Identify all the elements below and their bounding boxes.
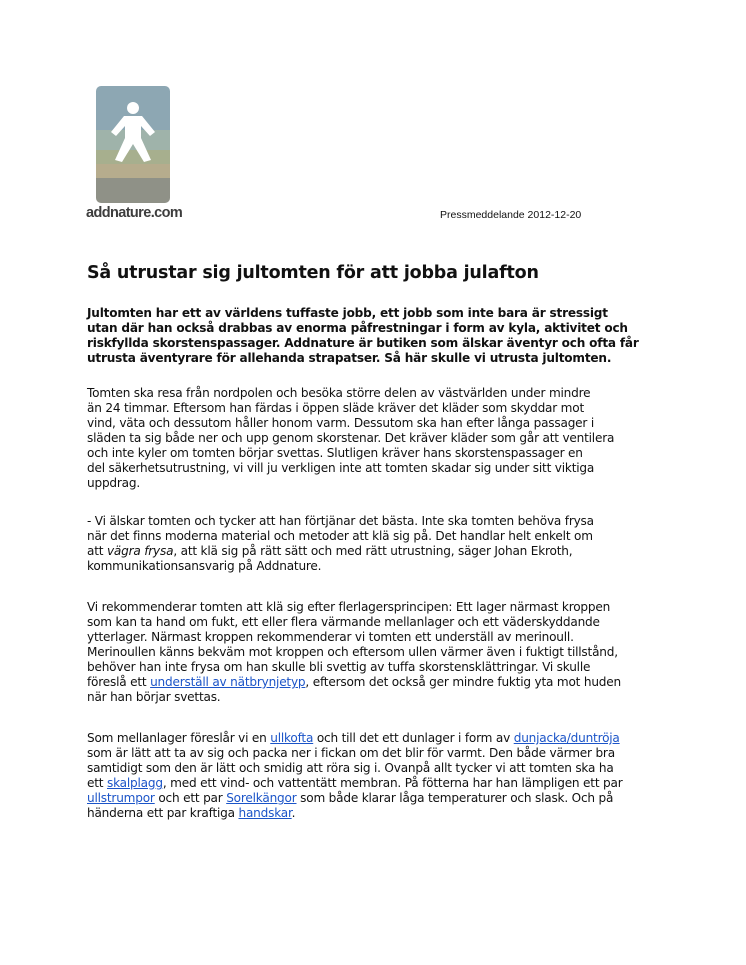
addnature-logo [96,86,170,203]
text-run: att [87,544,107,558]
lead-line: riskfyllda skorstenspassager. Addnature är butiken som älskar äventyr och ofta får [87,336,639,350]
text-run: ett [87,776,107,790]
body-line: vind, väta och dessutom håller honom varm. Dessutom ska han efter långa passager i [87,416,594,430]
body-line: Merinoullen känns bekväm mot kroppen och eftersom ullen värmer även i fuktigt tillstånd, [87,645,618,659]
logo-wordmark: addnature.com [86,205,183,221]
text-run: och till det ett dunlager i form av [313,731,514,745]
body-line [87,776,672,791]
body-line: kommunikationsansvarig på Addnature. [87,559,322,573]
emphasis-text: vägra frysa [106,544,174,558]
lead-paragraph [87,306,672,366]
text-run: som både klarar låga temperaturer och slask. Och på [296,791,614,805]
lead-line: Jultomten har ett av världens tuffaste jobb, ett jobb som inte bara är stressigt [87,306,608,320]
link-sorel-boots[interactable]: Sorelkängor [226,791,297,805]
body-line: uppdrag. [87,476,140,490]
text-run: , att klä sig på rätt sätt och med rätt utrustning, säger Johan Ekroth, [173,544,573,558]
body-line: Vi rekommenderar tomten att klä sig efter flerlagersprincipen: Ett lager närmast kroppen [87,600,611,614]
text-run: och ett par [154,791,227,805]
body-line [87,544,672,559]
body-line: och inte kyler om tomten börjar svettas. Slutligen kräver hans skorstenspassager en [87,446,583,460]
lead-line: utan där han också drabbas av enorma påfrestningar i form av kyla, aktivitet och [87,321,628,335]
body-line [87,806,672,821]
link-base-layer[interactable]: underställ av nätbrynjetyp [150,675,306,689]
body-line: behöver han inte frysa om han skulle bli svettig av tuffa skorstensklättringar. Vi skulle [87,660,591,674]
text-run: . [291,806,296,820]
text-run: föreslå ett [87,675,151,689]
body-line: del säkerhetsutrustning, vi vill ju verkligen inte att tomten skadar sig under sitt viktiga [87,461,595,475]
link-shell-garment[interactable]: skalplagg [106,776,163,790]
link-wool-socks[interactable]: ullstrumpor [87,791,155,805]
person-silhouette-icon [96,86,170,203]
paragraph-layers [87,600,672,705]
link-wool-cardigan[interactable]: ullkofta [270,731,314,745]
text-run: Som mellanlager föreslår vi en [87,731,271,745]
body-line: Tomten ska resa från nordpolen och besöka större delen av västvärlden under mindre [87,386,591,400]
paragraph-mid-layer [87,731,672,821]
link-gloves[interactable]: handskar [238,806,292,820]
body-line: när det finns moderna material och metoder att klä sig på. Det handlar helt enkelt om [87,529,593,543]
body-line: släden ta sig både ner och upp genom skorstenar. Det kräver kläder som går att ventilera [87,431,615,445]
paragraph-quote [87,514,672,574]
text-run: , eftersom det också ger mindre fuktig yta mot huden [305,675,621,689]
body-line: när han börjar svettas. [87,690,221,704]
body-line: ytterlager. Närmast kroppen rekommenderar vi tomten ett underställ av merinoull. [87,630,574,644]
body-line [87,731,672,746]
link-down-jacket[interactable]: dunjacka/duntröja [513,731,620,745]
page-title: Så utrustar sig jultomten för att jobba julafton [87,263,539,283]
body-line [87,675,672,690]
paragraph-travel [87,386,672,491]
lead-line: utrusta äventyrare för allehanda strapatser. Så här skulle vi utrusta jultomten. [87,351,612,365]
body-line: som är lätt att ta av sig och packa ner i fickan om det blir för varmt. Den både värmer bra [87,746,615,760]
text-run: händerna ett par kraftiga [87,806,239,820]
body-line [87,791,672,806]
body-line: än 24 timmar. Eftersom han färdas i öppen släde kräver det kläder som skyddar mot [87,401,584,415]
press-release-date: Pressmeddelande 2012-12-20 [440,209,582,221]
body-line: samtidigt som den är lätt och smidig att röra sig i. Ovanpå allt tycker vi att tomten ska ha [87,761,614,775]
body-line: som kan ta hand om fukt, ett eller flera värmande mellanlager och ett väderskyddande [87,615,600,629]
text-run: , med ett vind- och vattentätt membran. På fötterna har han lämpligen ett par [162,776,623,790]
body-line: - Vi älskar tomten och tycker att han förtjänar det bästa. Inte ska tomten behöva frysa [87,514,594,528]
